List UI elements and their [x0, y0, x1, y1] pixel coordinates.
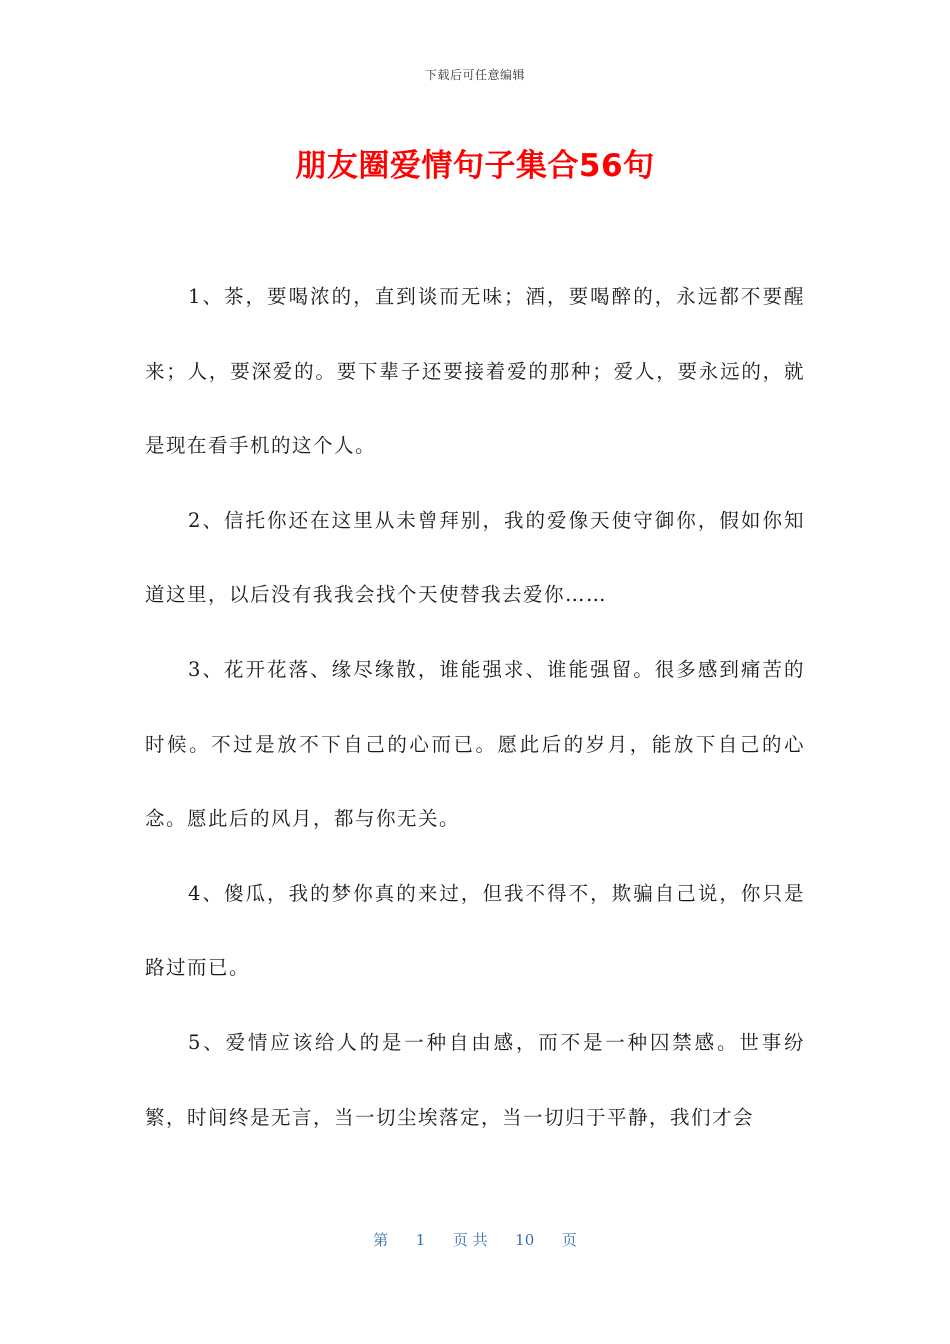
paragraph-2: 2、信托你还在这里从未曾拜别，我的爱像天使守御你，假如你知道这里，以后没有我我会找个天使替我去爱你…… [145, 508, 805, 607]
page-footer [0, 1229, 950, 1250]
paragraph-1: 1、茶，要喝浓的，直到谈而无味；酒，要喝醉的，永远都不要醒来；人，要深爱的。要下辈子还要接着爱的那种；爱人，要永远的，就是现在看手机的这个人。 [145, 285, 805, 458]
page-header-note: 下载后可任意编辑 [424, 68, 525, 82]
footer-middle: 页 共 [452, 1231, 488, 1249]
document-body [145, 260, 805, 1155]
footer-prefix: 第 [373, 1231, 389, 1249]
footer-total-pages: 10 [515, 1231, 535, 1249]
footer-page-number: 1 [415, 1231, 426, 1249]
footer-suffix: 页 [561, 1231, 577, 1249]
paragraph-4: 4、傻瓜，我的梦你真的来过，但我不得不，欺骗自己说，你只是路过而已。 [145, 881, 805, 980]
paragraph-5: 5、爱情应该给人的是一种自由感，而不是一种囚禁感。世事纷繁，时间终是无言，当一切尘埃落定，当一切归于平静，我们才会 [145, 1030, 805, 1129]
document-title: 朋友圈爱情句子集合56句 [295, 148, 655, 184]
paragraph-3: 3、花开花落、缘尽缘散，谁能强求、谁能强留。很多感到痛苦的时候。不过是放不下自己的心而已。愿此后的岁月，能放下自己的心念。愿此后的风月，都与你无关。 [145, 657, 805, 831]
